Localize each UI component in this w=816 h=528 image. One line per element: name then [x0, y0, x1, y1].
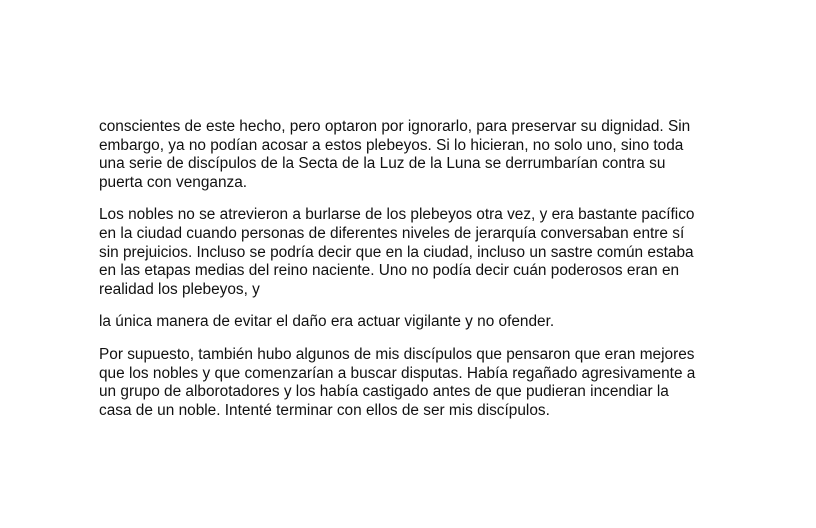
- text-line: en la ciudad cuando personas de diferentes niveles de jerarquía conversaban entre sí: [99, 224, 685, 242]
- text-line: la única manera de evitar el daño era actuar vigilante y no ofender.: [99, 313, 555, 331]
- text-line: realidad los plebeyos, y: [99, 280, 260, 298]
- text-line: casa de un noble. Intenté terminar con ellos de ser mis discípulos.: [99, 401, 550, 419]
- text-line: Los nobles no se atrevieron a burlarse de los plebeyos otra vez, y era bastante pacífico: [99, 206, 695, 224]
- text-line: embargo, ya no podían acosar a estos plebeyos. Si lo hicieran, no solo uno, sino toda: [99, 136, 684, 154]
- paragraph-3: [99, 313, 739, 332]
- text-line: que los nobles y que comenzarían a buscar disputas. Había regañado agresivamente a: [99, 364, 696, 382]
- text-line: una serie de discípulos de la Secta de la Luz de la Luna se derrumbarían contra su: [99, 155, 666, 173]
- text-line: en las etapas medias del reino naciente. Uno no podía decir cuán poderosos eran en: [99, 262, 680, 280]
- paragraph-1: [99, 118, 739, 192]
- text-line: sin prejuicios. Incluso se podría decir que en la ciudad, incluso un sastre común estaba: [99, 243, 694, 261]
- text-line: conscientes de este hecho, pero optaron por ignorarlo, para preservar su dignidad. Sin: [99, 118, 691, 135]
- paragraph-2: [99, 206, 739, 299]
- text-line: Por supuesto, también hubo algunos de mis discípulos que pensaron que eran mejores: [99, 345, 695, 363]
- text-line: un grupo de alborotadores y los había castigado antes de que pudieran incendiar la: [99, 383, 669, 401]
- paragraph-4: [99, 346, 739, 420]
- text-line: puerta con venganza.: [99, 173, 248, 191]
- document-page: [99, 118, 739, 434]
